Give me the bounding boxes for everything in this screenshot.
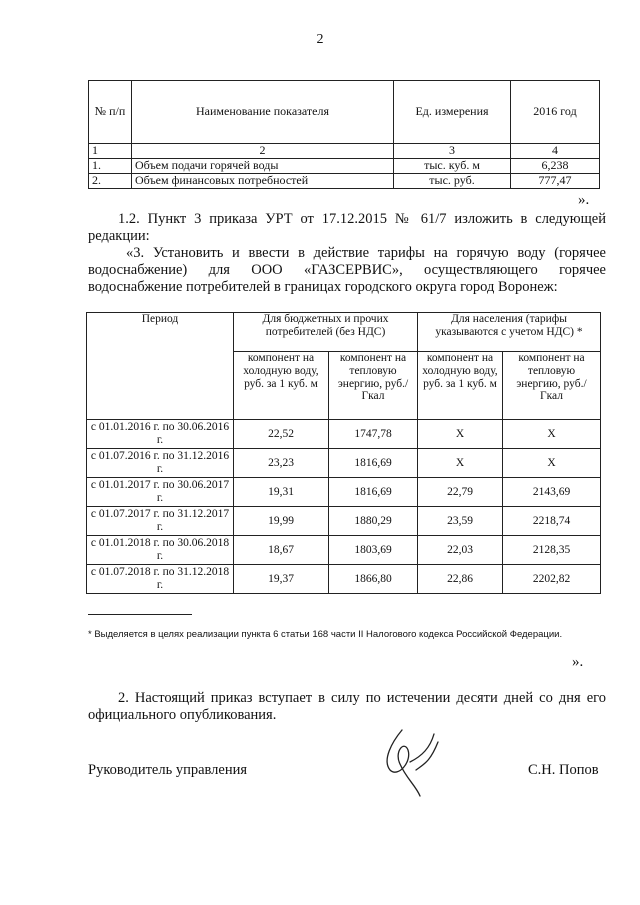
handwritten-signature xyxy=(372,722,472,802)
signatory-title: Руководитель управления xyxy=(88,762,248,778)
population-heat-cell: 2143,69 xyxy=(503,478,601,507)
budget-cold-cell: 19,31 xyxy=(234,478,329,507)
row-unit: тыс. куб. м xyxy=(394,159,511,174)
row-indicator: Объем финансовых потребностей xyxy=(132,174,394,189)
population-heat-cell: Х xyxy=(503,420,601,449)
budget-heat-cell: 1803,69 xyxy=(329,536,418,565)
budget-cold-cell: 19,99 xyxy=(234,507,329,536)
closing-quote: ». xyxy=(578,192,590,208)
budget-cold-cell: 22,52 xyxy=(234,420,329,449)
tariff-row xyxy=(87,565,601,594)
page-number: 2 xyxy=(316,32,324,47)
population-cold-cell: 22,03 xyxy=(418,536,503,565)
budget-cold-cell: 23,23 xyxy=(234,449,329,478)
budget-heat-cell: 1866,80 xyxy=(329,565,418,594)
population-heat-cell: 2128,35 xyxy=(503,536,601,565)
header-unit: Ед. измерения xyxy=(394,81,511,144)
header-budget-cold: компонент на холодную воду, руб. за 1 куб. м xyxy=(234,352,329,420)
header-budget-heat: компонент на тепловую энергию, руб./Гкал xyxy=(329,352,418,420)
budget-heat-cell: 1816,69 xyxy=(329,449,418,478)
period-cell: с 01.07.2017 г. по 31.12.2017 г. xyxy=(87,507,234,536)
row-value: 6,238 xyxy=(511,159,600,174)
footnote: * Выделяется в целях реализации пункта 6 статьи 168 части II Налогового кодекса Российской Федерации. xyxy=(88,629,563,640)
budget-heat-cell: 1880,29 xyxy=(329,507,418,536)
header-population-cold: компонент на холодную воду, руб. за 1 куб. м xyxy=(418,352,503,420)
population-cold-cell: Х xyxy=(418,420,503,449)
header-population-group: Для населения (тарифы указываются с учетом НДС) * xyxy=(418,313,601,352)
budget-cold-cell: 19,37 xyxy=(234,565,329,594)
budget-cold-cell: 18,67 xyxy=(234,536,329,565)
row-unit: тыс. руб. xyxy=(394,174,511,189)
tariff-table xyxy=(86,312,601,594)
header-period: Период xyxy=(87,313,234,420)
population-heat-cell: 2202,82 xyxy=(503,565,601,594)
paragraph-1-2: 1.2. Пункт 3 приказа УРТ от 17.12.2015 № 61/7 изложить в следующей редакции: xyxy=(88,211,606,244)
numbering-cell: 2 xyxy=(132,144,394,159)
closing-quote-2: ». xyxy=(572,654,584,670)
header-population-heat: компонент на тепловую энергию, руб./Гкал xyxy=(503,352,601,420)
table-row xyxy=(89,159,600,174)
population-cold-cell: 23,59 xyxy=(418,507,503,536)
table-row xyxy=(89,174,600,189)
numbering-cell: 3 xyxy=(394,144,511,159)
tariff-row xyxy=(87,478,601,507)
signatory-name: С.Н. Попов xyxy=(528,762,599,778)
period-cell: с 01.07.2018 г. по 31.12.2018 г. xyxy=(87,565,234,594)
tariff-row xyxy=(87,536,601,565)
tariff-row xyxy=(87,507,601,536)
population-cold-cell: Х xyxy=(418,449,503,478)
row-number: 2. xyxy=(89,174,132,189)
period-cell: с 01.01.2018 г. по 30.06.2018 г. xyxy=(87,536,234,565)
budget-heat-cell: 1816,69 xyxy=(329,478,418,507)
row-number: 1. xyxy=(89,159,132,174)
numbering-cell: 4 xyxy=(511,144,600,159)
row-value: 777,47 xyxy=(511,174,600,189)
numbering-cell: 1 xyxy=(89,144,132,159)
tariff-row xyxy=(87,420,601,449)
footnote-divider xyxy=(88,614,192,615)
population-cold-cell: 22,79 xyxy=(418,478,503,507)
paragraph-3: «3. Установить и ввести в действие тарифы на горячую воду (горячее водоснабжение) для ООО «ГАЗСЕРВИС», осуществляющего горячее водоснабжение потребителей в границах городского округа город Воронеж: xyxy=(88,245,606,295)
header-year: 2016 год xyxy=(511,81,600,144)
header-indicator: Наименование показателя xyxy=(132,81,394,144)
population-heat-cell: Х xyxy=(503,449,601,478)
period-cell: с 01.07.2016 г. по 31.12.2016 г. xyxy=(87,449,234,478)
volume-table xyxy=(88,80,600,189)
header-number: № п/п xyxy=(89,81,132,144)
paragraph-2: 2. Настоящий приказ вступает в силу по истечении десяти дней со дня его официального опубликования. xyxy=(88,690,606,723)
period-cell: с 01.01.2017 г. по 30.06.2017 г. xyxy=(87,478,234,507)
row-indicator: Объем подачи горячей воды xyxy=(132,159,394,174)
budget-heat-cell: 1747,78 xyxy=(329,420,418,449)
population-heat-cell: 2218,74 xyxy=(503,507,601,536)
period-cell: с 01.01.2016 г. по 30.06.2016 г. xyxy=(87,420,234,449)
header-budget-group: Для бюджетных и прочих потребителей (без НДС) xyxy=(234,313,418,352)
population-cold-cell: 22,86 xyxy=(418,565,503,594)
tariff-row xyxy=(87,449,601,478)
